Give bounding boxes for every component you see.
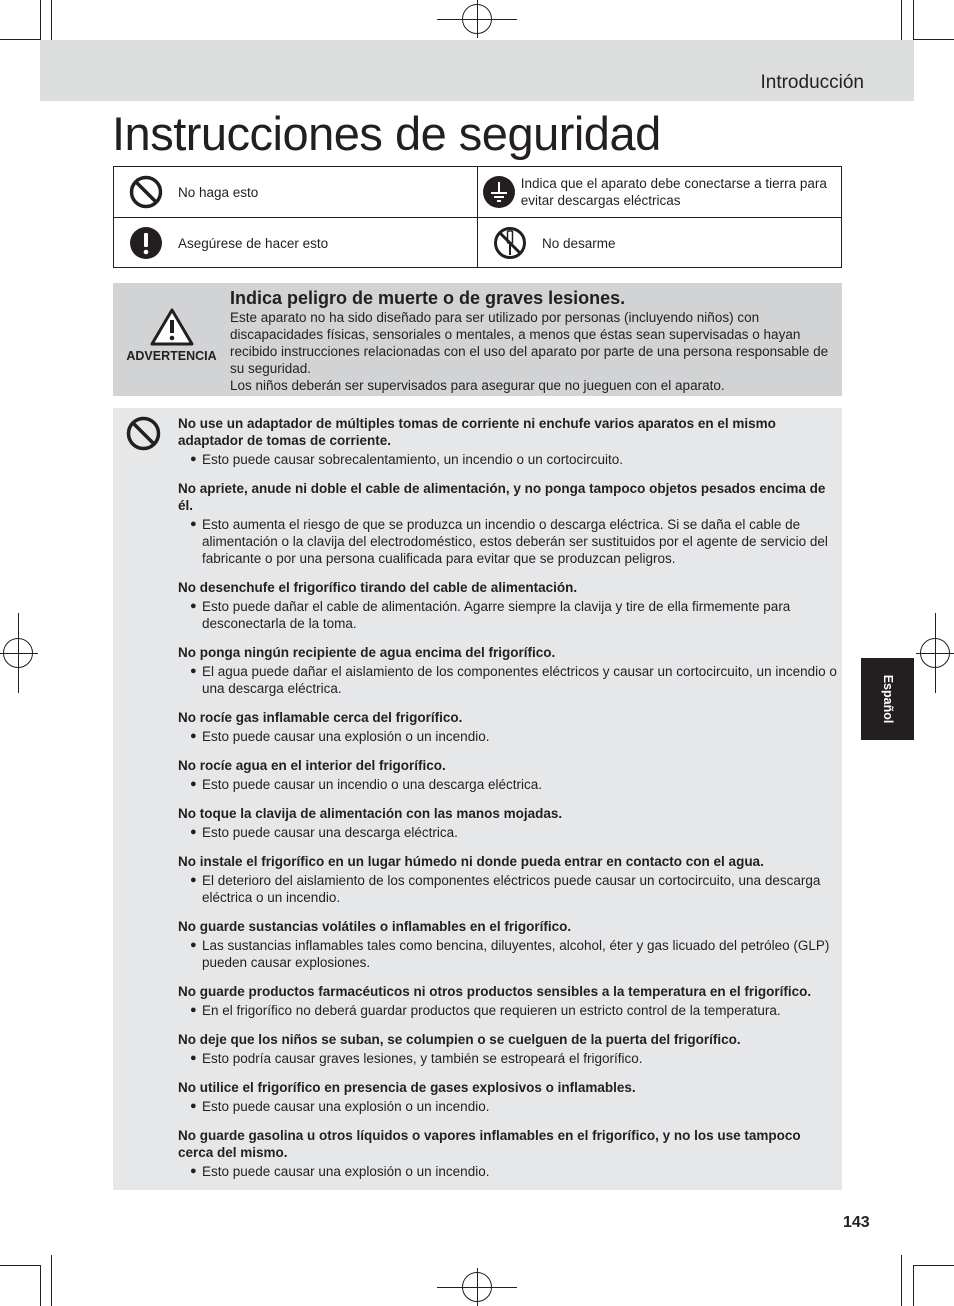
page-number: 143 <box>843 1214 870 1231</box>
rule-item <box>178 853 838 906</box>
mandatory-icon <box>129 226 163 260</box>
warning-label: ADVERTENCIA <box>126 349 217 363</box>
rule-heading: No rocíe agua en el interior del frigorífico. <box>178 758 446 773</box>
legend-item-prohibited <box>114 167 478 217</box>
rule-detail: ● Esto puede causar sobrecalentamiento, un incendio o un cortocircuito. <box>178 451 838 468</box>
section-label: Introducción <box>760 72 864 93</box>
rule-heading: No desenchufe el frigorífico tirando del cable de alimentación. <box>178 580 578 595</box>
rule-detail: ● Esto puede causar una explosión o un incendio. <box>178 1163 838 1180</box>
warning-box <box>113 283 842 396</box>
rule-detail: ● Las sustancias inflamables tales como bencina, diluyentes, alcohol, éter y gas licuado del petróleo (GLP) pueden causar explosiones. <box>178 937 838 971</box>
rule-item <box>178 918 838 971</box>
rule-heading: No guarde gasolina u otros líquidos o vapores inflamables en el frigorífico, y no los use tampoco cerca del mismo. <box>178 1128 801 1160</box>
symbol-legend <box>113 166 842 268</box>
rule-detail: ● Esto puede causar un incendio o una descarga eléctrica. <box>178 776 838 793</box>
rule-item <box>178 1031 838 1067</box>
rule-detail: ● En el frigorífico no deberá guardar productos que requieren un estricto control de la temperatura. <box>178 1002 838 1019</box>
rule-detail: ● Esto aumenta el riesgo de que se produzca un incendio o descarga eléctrica. Si se daña el cable de alimentación o la clavija del electrodoméstico, estos deberán ser sustituidos por el agente de servicio del fabricante o por una persona cualificada para evitar que se produzcan peligros. <box>178 516 838 567</box>
legend-text: No haga esto <box>178 184 259 200</box>
no-disassemble-icon <box>493 226 527 260</box>
rule-detail: ● Esto puede dañar el cable de alimentación. Agarre siempre la clavija y tire de ella firmemente para desconectarla de la toma. <box>178 598 838 632</box>
rule-item <box>178 644 838 697</box>
warning-paragraph: Los niños deberán ser supervisados para asegurar que no jueguen con el aparato. <box>230 378 725 393</box>
legend-text: No desarme <box>542 235 616 251</box>
language-tab <box>861 658 914 740</box>
page-title: Instrucciones de seguridad <box>112 107 661 160</box>
prohibited-icon <box>129 175 163 209</box>
rule-heading: No rocíe gas inflamable cerca del frigorífico. <box>178 710 463 725</box>
header-band <box>40 40 914 101</box>
rule-heading: No guarde productos farmacéuticos ni otros productos sensibles a la temperatura en el frigorífico. <box>178 984 812 999</box>
rule-detail: ● El agua puede dañar el aislamiento de los componentes eléctricos y causar un cortocircuito, un incendio o una descarga eléctrica. <box>178 663 838 697</box>
warning-title: Indica peligro de muerte o de graves lesiones. <box>230 288 626 308</box>
rule-item <box>178 480 838 567</box>
rule-item <box>178 709 838 745</box>
warning-label-group <box>113 307 230 363</box>
legend-item-no-disassemble <box>478 218 842 268</box>
rule-heading: No utilice el frigorífico en presencia de gases explosivos o inflamables. <box>178 1080 636 1095</box>
legend-text: Indica que el aparato debe conectarse a tierra para evitar descargas eléctricas <box>520 176 827 208</box>
rule-heading: No ponga ningún recipiente de agua encima del frigorífico. <box>178 645 556 660</box>
prohibited-icon <box>126 416 161 451</box>
legend-item-mandatory <box>114 218 478 268</box>
rule-list <box>178 415 838 1192</box>
rule-heading: No apriete, anude ni doble el cable de alimentación, y no ponga tampoco objetos pesados encima de él. <box>178 481 826 513</box>
rule-detail: ● Esto puede causar una explosión o un incendio. <box>178 1098 838 1115</box>
rule-heading: No use un adaptador de múltiples tomas de corriente ni enchufe varios aparatos en el mismo adaptador de tomas de corriente. <box>178 416 776 448</box>
rule-heading: No deje que los niños se suban, se columpien o se cuelguen de la puerta del frigorífico. <box>178 1032 741 1047</box>
rule-item <box>178 1127 838 1180</box>
warning-paragraph: Este aparato no ha sido diseñado para ser utilizado por personas (incluyendo niños) con discapacidades físicas, sensoriales o mentales, a menos que éstas sean supervisadas o hayan recibido instrucciones relacionadas con el uso del aparato por parte de una persona responsable de su seguridad. <box>230 310 829 376</box>
rule-detail: ● Esto puede causar una explosión o un incendio. <box>178 728 838 745</box>
prohibitions-panel <box>113 408 842 1190</box>
rule-item <box>178 983 838 1019</box>
rule-item <box>178 1079 838 1115</box>
rule-detail: ● El deterioro del aislamiento de los componentes eléctricos puede causar un cortocircuito, una descarga eléctrica o un incendio. <box>178 872 838 906</box>
rule-item <box>178 415 838 468</box>
warning-body <box>230 309 830 394</box>
rule-item <box>178 757 838 793</box>
language-tab-label: Español <box>881 674 895 724</box>
rule-heading: No instale el frigorífico en un lugar húmedo ni donde pueda entrar en contacto con el agua. <box>178 854 764 869</box>
ground-icon <box>482 175 516 209</box>
rule-item <box>178 579 838 632</box>
rule-heading: No toque la clavija de alimentación con las manos mojadas. <box>178 806 563 821</box>
legend-text: Asegúrese de hacer esto <box>178 235 329 251</box>
rule-item <box>178 805 838 841</box>
warning-triangle-icon <box>149 307 195 347</box>
rule-detail: ● Esto podría causar graves lesiones, y también se estropeará el frigorífico. <box>178 1050 838 1067</box>
rule-heading: No guarde sustancias volátiles o inflamables en el frigorífico. <box>178 919 572 934</box>
legend-item-ground <box>478 167 842 217</box>
rule-detail: ● Esto puede causar una descarga eléctrica. <box>178 824 838 841</box>
